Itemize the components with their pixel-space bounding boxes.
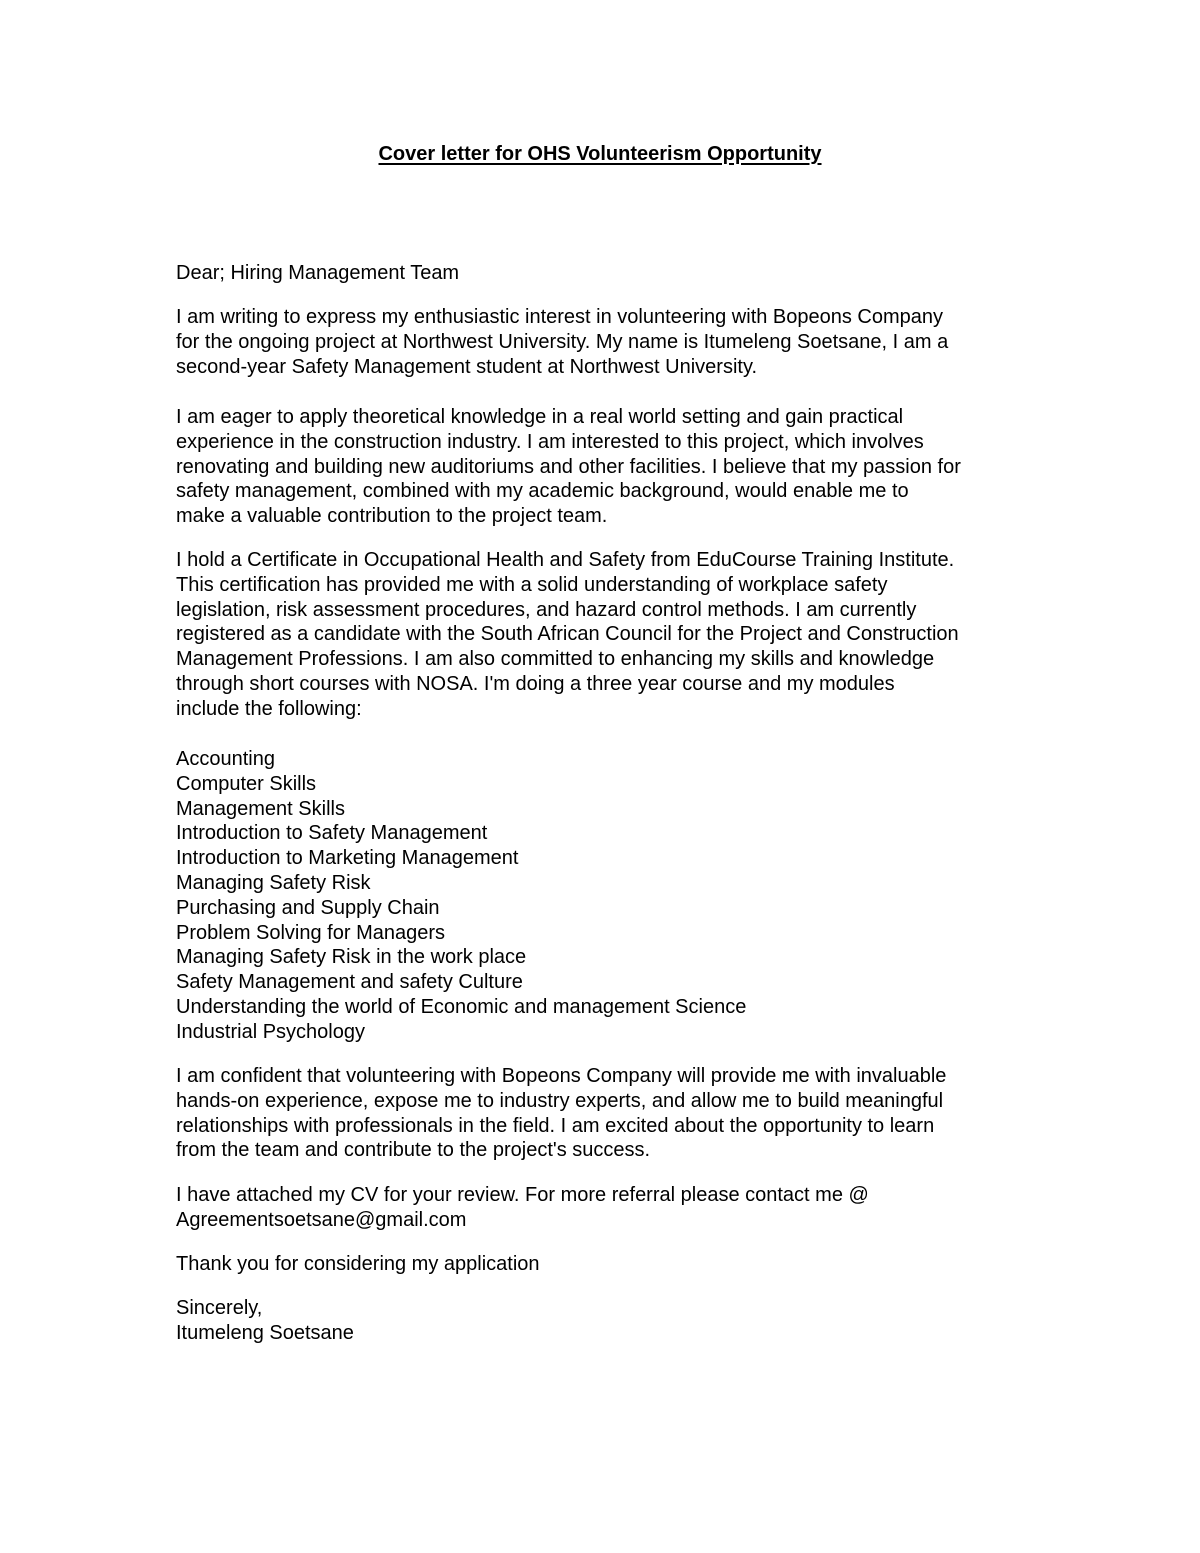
salutation: Dear; Hiring Management Team <box>176 262 460 284</box>
module-item: Safety Management and safety Culture <box>176 971 523 994</box>
paragraph-qualifications: I hold a Certificate in Occupational Health and Safety from EduCourse Training Institute. This certification has provided me with a solid understanding of workplace safety legislation, risk assessment procedures, and hazard control methods. I am currently registered as a candidate with the South African Council for the Project and Construction Management Professions. I am also committed to enhancing my skills and knowledge through short courses with NOSA. I'm doing a three year course and my modules include the following: <box>176 549 959 720</box>
document-title: Cover letter for OHS Volunteerism Opportunity <box>378 143 822 165</box>
module-item: Accounting <box>176 748 275 770</box>
module-item: Understanding the world of Economic and management Science <box>176 995 747 1018</box>
module-item: Managing Safety Risk <box>176 871 371 894</box>
closing-line: Sincerely, <box>176 1297 263 1319</box>
module-item: Computer Skills <box>176 772 317 795</box>
signature-name: Itumeleng Soetsane <box>176 1322 354 1344</box>
paragraph-motivation: I am eager to apply theoretical knowledge in a real world setting and gain practical experience in the construction industry. I am interested to this project, which involves renovating and building new auditoriums and other facilities. I believe that my passion for safety management, combined with my academic background, would enable me to make a valuable contribution to the project team. <box>176 406 961 528</box>
paragraph-contact: I have attached my CV for your review. For more referral please contact me @ Agreementsoetsane@gmail.com <box>176 1184 869 1231</box>
modules-list <box>176 747 746 1045</box>
module-item: Introduction to Marketing Management <box>176 847 519 870</box>
module-item: Industrial Psychology <box>176 1020 365 1043</box>
module-item: Introduction to Safety Management <box>176 822 488 845</box>
thanks-line: Thank you for considering my application <box>176 1253 540 1275</box>
paragraph-introduction: I am writing to express my enthusiastic interest in volunteering with Bopeons Company for the ongoing project at Northwest University. My name is Itumeleng Soetsane, I am a second-year Safety Management student at Northwest University. <box>176 306 949 378</box>
module-item: Problem Solving for Managers <box>176 921 446 944</box>
paragraph-confidence: I am confident that volunteering with Bopeons Company will provide me with invaluable hands-on experience, expose me to industry experts, and allow me to build meaningful relationships with professionals in the field. I am excited about the opportunity to learn from the team and contribute to the project's success. <box>176 1065 947 1162</box>
module-item: Purchasing and Supply Chain <box>176 896 440 919</box>
module-item: Management Skills <box>176 797 345 820</box>
module-item: Managing Safety Risk in the work place <box>176 946 527 969</box>
